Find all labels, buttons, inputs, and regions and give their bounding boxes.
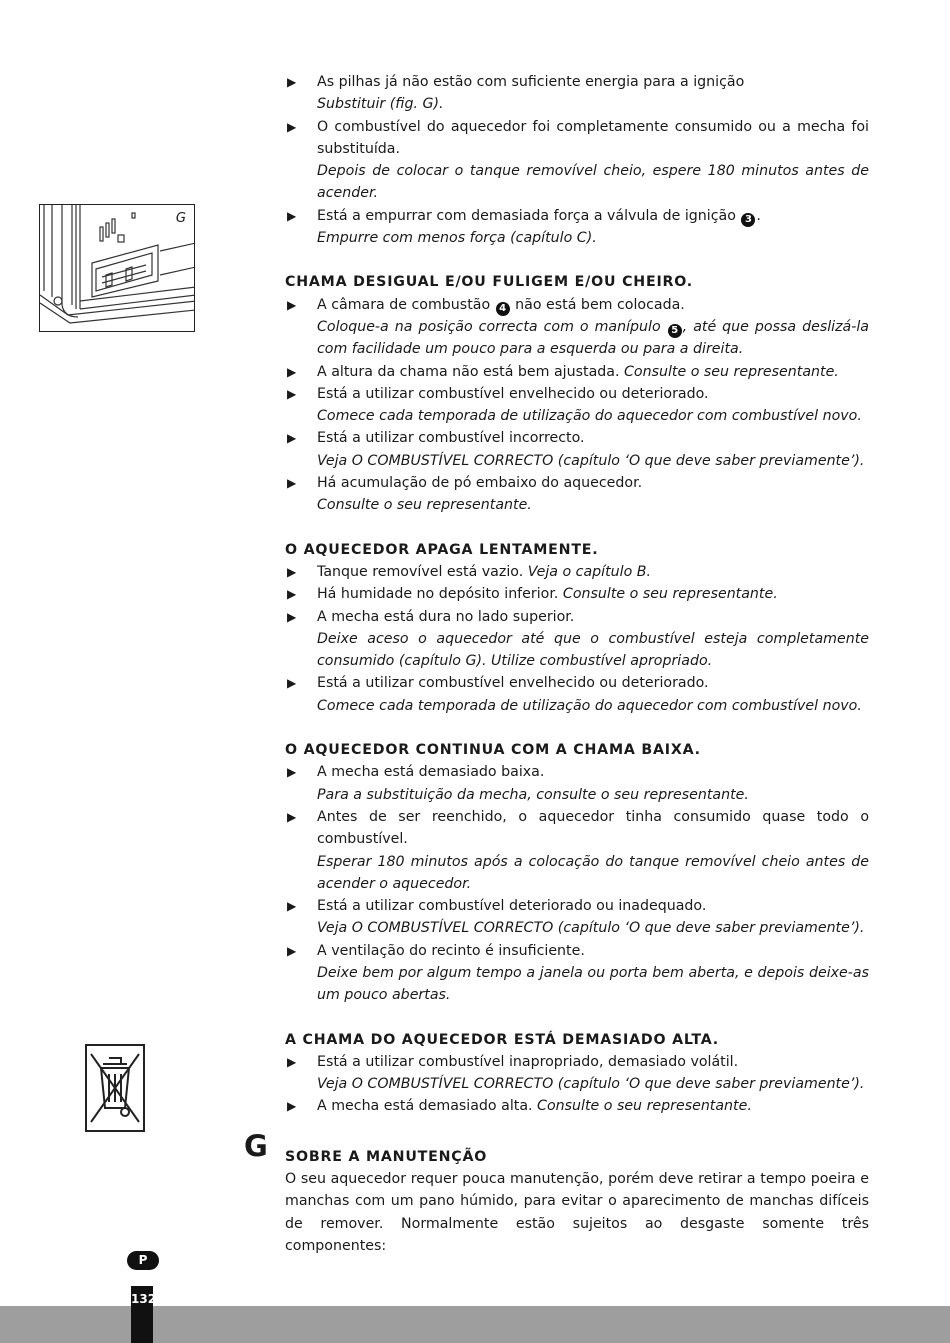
list-item: ▶ A mecha está demasiado baixa. xyxy=(285,761,869,783)
bullet-arrow-icon: ▶ xyxy=(287,119,297,134)
list-item: ▶ A câmara de combustão 4 não está bem colocada. xyxy=(285,294,869,316)
heater-base-drawing xyxy=(40,205,195,332)
language-badge: P xyxy=(127,1251,159,1270)
bullet-arrow-icon: ▶ xyxy=(287,297,297,312)
figure-label: G xyxy=(175,211,186,226)
bullet-arrow-icon: ▶ xyxy=(287,765,297,780)
remedy-text: Substituir (fig. G). xyxy=(317,96,444,113)
remedy-text: Deixe aceso o aquecedor até que o combustível esteja completamente consumido (capítulo G). Utilize combustível apropriado. xyxy=(317,630,869,670)
section-heading: O AQUECEDOR APAGA LENTAMENTE. xyxy=(285,541,599,558)
bullet-arrow-icon: ▶ xyxy=(287,386,297,401)
bullet-arrow-icon: ▶ xyxy=(287,676,297,691)
remedy-text: Consulte o seu representante. xyxy=(317,497,532,514)
list-item: ▶ Tanque removível está vazio. Veja o capítulo B. xyxy=(285,561,869,583)
weee-crossed-bin-icon xyxy=(85,1044,145,1132)
bullet-arrow-icon: ▶ xyxy=(287,587,297,602)
list-item: ▶ O combustível do aquecedor foi completamente consumido ou a mecha foi substituída. xyxy=(285,116,869,161)
remedy-text: Esperar 180 minutos após a colocação do tanque removível cheio antes de acender o aquecedor. xyxy=(317,853,869,892)
section-heading: A CHAMA DO AQUECEDOR ESTÁ DEMASIADO ALTA. xyxy=(285,1031,719,1048)
bullet-arrow-icon: ▶ xyxy=(287,899,297,914)
remedy-text: Veja O COMBUSTÍVEL CORRECTO (capítulo ‘O que deve saber previamente’). xyxy=(317,920,865,937)
list-item: ▶ A ventilação do recinto é insuficiente. xyxy=(285,940,869,962)
bullet-arrow-icon: ▶ xyxy=(287,609,297,624)
bullet-arrow-icon: ▶ xyxy=(287,564,297,579)
remedy-text: Veja O COMBUSTÍVEL CORRECTO (capítulo ‘O que deve saber previamente’). xyxy=(317,452,865,469)
section-heading: SOBRE A MANUTENÇÃO xyxy=(285,1148,488,1165)
troubleshooting-content xyxy=(244,71,869,1257)
list-item: ▶ Está a utilizar combustível incorrecto. xyxy=(285,427,869,449)
remedy-text: Veja O COMBUSTÍVEL CORRECTO (capítulo ‘O que deve saber previamente’). xyxy=(317,1076,865,1093)
bullet-arrow-icon: ▶ xyxy=(287,1054,297,1069)
list-item: ▶ Há humidade no depósito inferior. Consulte o seu representante. xyxy=(285,583,869,605)
remedy-text: Comece cada temporada de utilização do aquecedor com combustível novo. xyxy=(317,697,862,714)
list-item: ▶ Está a utilizar combustível envelhecido ou deteriorado. xyxy=(285,383,869,405)
bullet-arrow-icon: ▶ xyxy=(287,1099,297,1114)
section-g xyxy=(244,1128,869,1257)
figure-g-illustration xyxy=(39,204,195,332)
callout-number: 3 xyxy=(741,213,755,227)
bullet-arrow-icon: ▶ xyxy=(287,75,297,89)
section-body: O seu aquecedor requer pouca manutenção, porém deve retirar a tempo poeira e manchas com um pano húmido, para evitar o aparecimento de manchas difíceis de remover. Normalmente estão sujeitos ao desgaste somente três componentes: xyxy=(285,1171,869,1254)
bullet-arrow-icon: ▶ xyxy=(287,364,297,379)
section-heading: O AQUECEDOR CONTINUA COM A CHAMA BAIXA. xyxy=(285,742,701,759)
remedy-text: Depois de colocar o tanque removível cheio, espere 180 minutos antes de acender. xyxy=(317,163,869,202)
list-item: ▶ Está a utilizar combustível inapropriado, demasiado volátil. xyxy=(285,1051,869,1073)
list-item: ▶ Antes de ser reenchido, o aquecedor tinha consumido quase todo o combustível. xyxy=(285,806,869,851)
remedy-text: Deixe bem por algum tempo a janela ou porta bem aberta, e depois deixe-as um pouco abertas. xyxy=(317,964,869,1004)
bullet-arrow-icon: ▶ xyxy=(287,208,297,223)
bullet-arrow-icon: ▶ xyxy=(287,809,297,824)
list-item: ▶ Há acumulação de pó embaixo do aquecedor. xyxy=(285,472,869,494)
callout-number: 5 xyxy=(668,324,682,338)
section-heading: CHAMA DESIGUAL E/OU FULIGEM E/OU CHEIRO. xyxy=(285,274,693,291)
bullet-arrow-icon: ▶ xyxy=(287,431,297,446)
bullet-arrow-icon: ▶ xyxy=(287,476,297,491)
page-number: 132 xyxy=(131,1286,153,1343)
callout-number: 4 xyxy=(496,302,510,316)
remedy-text: Empurre com menos força (capítulo C). xyxy=(317,230,597,247)
list-item: ▶ As pilhas já não estão com suficiente energia para a ignição xyxy=(285,71,869,93)
remedy-text: Para a substituição da mecha, consulte o seu representante. xyxy=(317,786,749,803)
remedy-text: Coloque-a na posição correcta com o manípulo 5 , até que possa deslizá-la com facilidade um pouco para a esquerda ou para a direita. xyxy=(317,318,869,358)
list-item: ▶ A mecha está dura no lado superior. xyxy=(285,606,869,628)
list-item: ▶ Está a utilizar combustível envelhecido ou deteriorado. xyxy=(285,672,869,694)
list-item: ▶ A altura da chama não está bem ajustada. Consulte o seu representante. xyxy=(285,361,869,383)
bullet-arrow-icon: ▶ xyxy=(287,943,297,958)
remedy-text: Comece cada temporada de utilização do aquecedor com combustível novo. xyxy=(317,408,862,425)
list-item: ▶ Está a utilizar combustível deteriorado ou inadequado. xyxy=(285,895,869,917)
list-item: ▶ Está a empurrar com demasiada força a válvula de ignição 3 . xyxy=(285,205,869,227)
chapter-letter: G xyxy=(244,1128,268,1163)
list-item: ▶ A mecha está demasiado alta. Consulte o seu representante. xyxy=(285,1095,869,1117)
